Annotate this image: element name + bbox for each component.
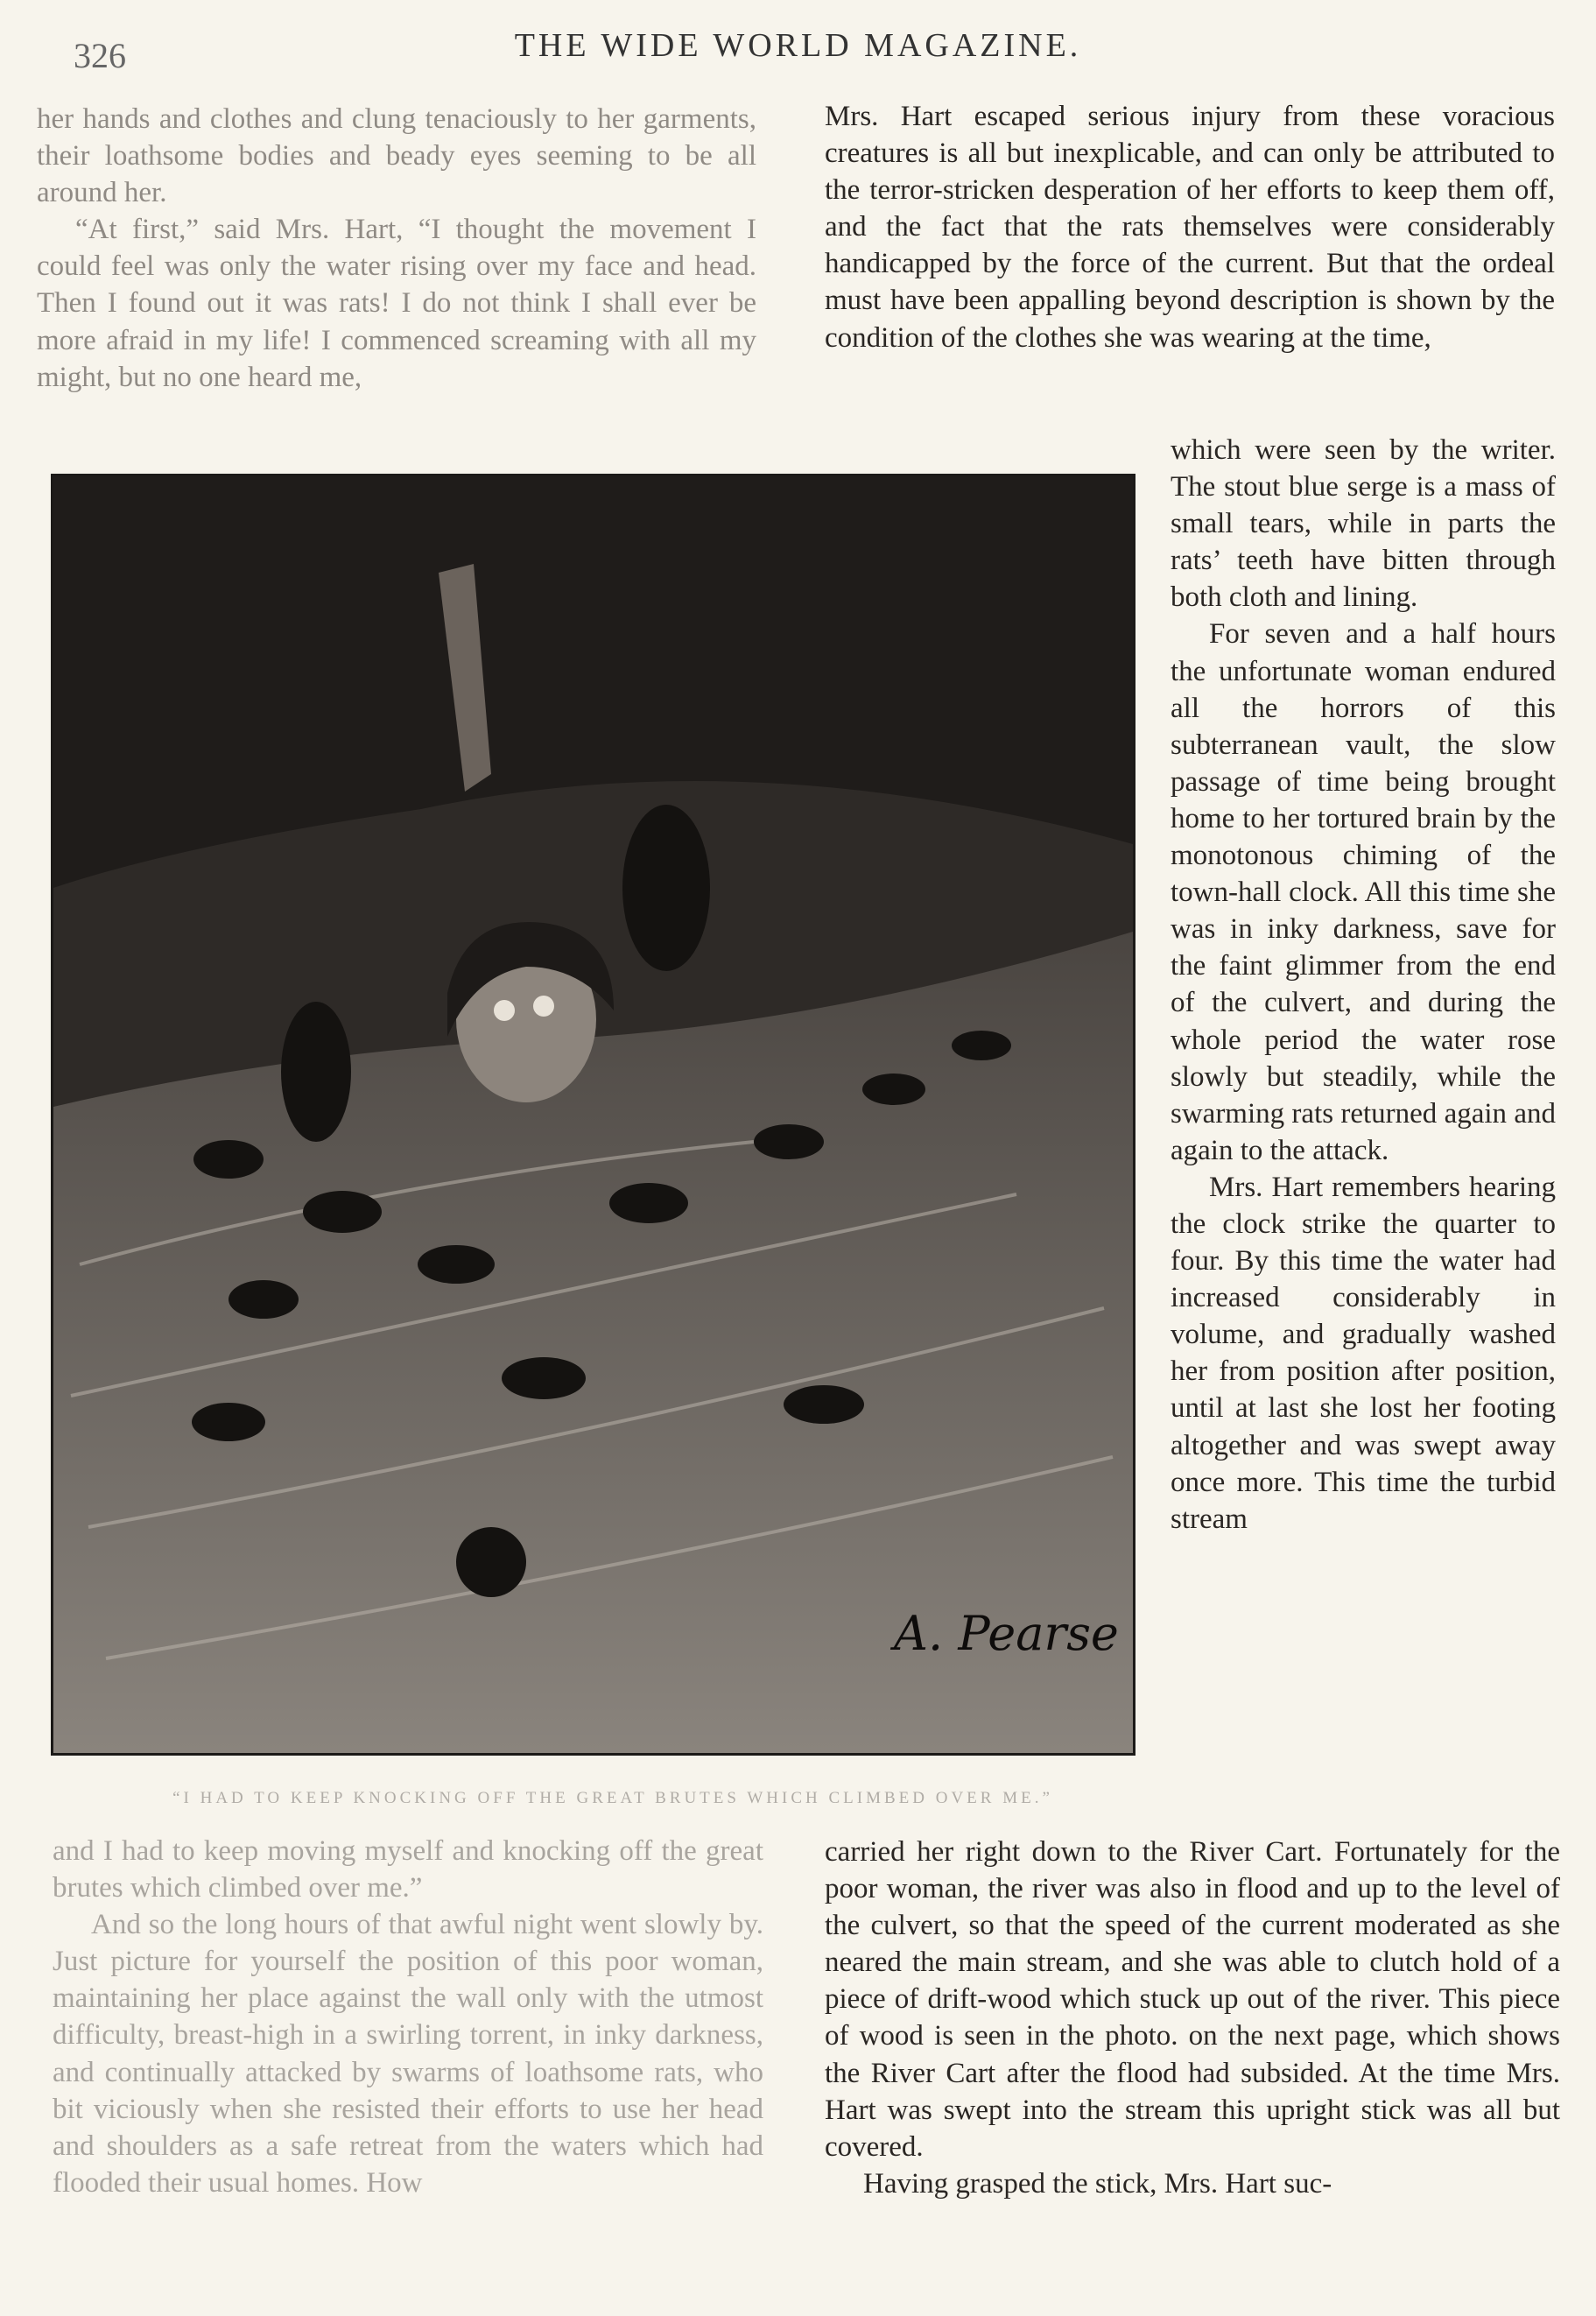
rat xyxy=(229,1280,299,1319)
rat xyxy=(952,1031,1011,1060)
column-right-top xyxy=(825,98,1555,356)
paragraph: carried her right down to the River Cart. Fortunately for the poor woman, the river was also in flood and up to the level of the culvert, so that the speed of the current moderated as she neared the main stream, and she was able to clutch hold of a piece of drift-wood which stuck up out of the river. This piece of wood is seen in the photo. on the next page, which shows the River Cart after the flood had subsided. At the time Mrs. Hart was swept into the stream this upright stick was all but covered. xyxy=(825,1836,1560,2163)
paragraph: For seven and a half hours the unfortunate woman endured all the horrors of this subterranean vault, the slow passage of time being brought home to her tortured brain by the monotonous chiming of the town-hall clock. All this time she was in inky darkness, save for the faint glimmer from the end of the culvert, and during the whole period the water rose slowly but steadily, while the swarming rats returned again and again to the attack. xyxy=(1171,618,1556,1166)
paragraph: Mrs. Hart remembers hearing the clock strike the quarter to four. By this time the water had increased considerably in volume, and gradually washed her from position after position, until at last she lost her footing altogether and was swept away once more. This time the turbid stream xyxy=(1171,1171,1556,1535)
rat xyxy=(754,1124,824,1159)
running-title: THE WIDE WORLD MAGAZINE. xyxy=(514,27,1082,64)
page-number: 326 xyxy=(74,36,126,75)
rat xyxy=(281,1002,351,1142)
rat xyxy=(192,1403,265,1441)
artist-signature: A. Pearse xyxy=(894,1606,1119,1661)
illustration xyxy=(51,474,1135,1756)
paragraph: “At first,” said Mrs. Hart, “I thought the movement I could feel was only the water rising over my face and head. Then I found out it was rats! I do not think I shall ever be more afraid in my life! I commenced screaming with all my might, but no one heard me, xyxy=(37,214,756,393)
rat xyxy=(193,1140,264,1179)
illustration-caption: “I HAD TO KEEP KNOCKING OFF THE GREAT BRUTES WHICH CLIMBED OVER ME.” xyxy=(172,1789,1053,1807)
rat xyxy=(418,1245,495,1284)
rat xyxy=(862,1074,925,1105)
paragraph: And so the long hours of that awful night went slowly by. Just picture for yourself the position of this poor woman, maintaining her place against the wall only with the utmost difficulty, breast-high in a swirling torrent, in inky darkness, and continually attacked by swarms of loathsome rats, who bit viciously when she resisted their efforts to use her head and shoulders as a safe retreat from the waters which had flooded their usual homes. How xyxy=(53,1909,763,2199)
column-left-bottom xyxy=(53,1833,763,2201)
woman-eye xyxy=(533,996,554,1017)
woman-eye xyxy=(494,1000,515,1021)
rat xyxy=(502,1357,586,1399)
paragraph: Mrs. Hart escaped serious injury from these voracious creatures is all but inexplicable, and can only be attributed to the terror-stricken desperation of her efforts to keep them off, and the fact that the rats themselves were considerably handicapped by the force of the current. But that the ordeal must have been appalling beyond description is shown by the condition of the clothes she was wearing at the time, xyxy=(825,101,1555,354)
rat xyxy=(456,1527,526,1597)
paragraph: Having grasped the stick, Mrs. Hart suc- xyxy=(863,2167,1332,2200)
column-left-top xyxy=(37,101,756,396)
rat xyxy=(784,1385,864,1424)
rat xyxy=(303,1191,382,1233)
paragraph: which were seen by the writer. The stout blue serge is a mass of small tears, while in parts the rats’ teeth have bitten through both cloth and lining. xyxy=(1171,434,1556,614)
paragraph: her hands and clothes and clung tenaciously to her garments, their loathsome bodies and beady eyes seeming to be all around her. xyxy=(37,103,756,209)
column-right-narrow xyxy=(1171,432,1556,1538)
column-right-bottom xyxy=(825,1834,1560,2202)
paragraph: and I had to keep moving myself and knocking off the great brutes which climbed over me.” xyxy=(53,1835,763,1904)
rat xyxy=(609,1183,688,1223)
rat xyxy=(622,805,710,971)
